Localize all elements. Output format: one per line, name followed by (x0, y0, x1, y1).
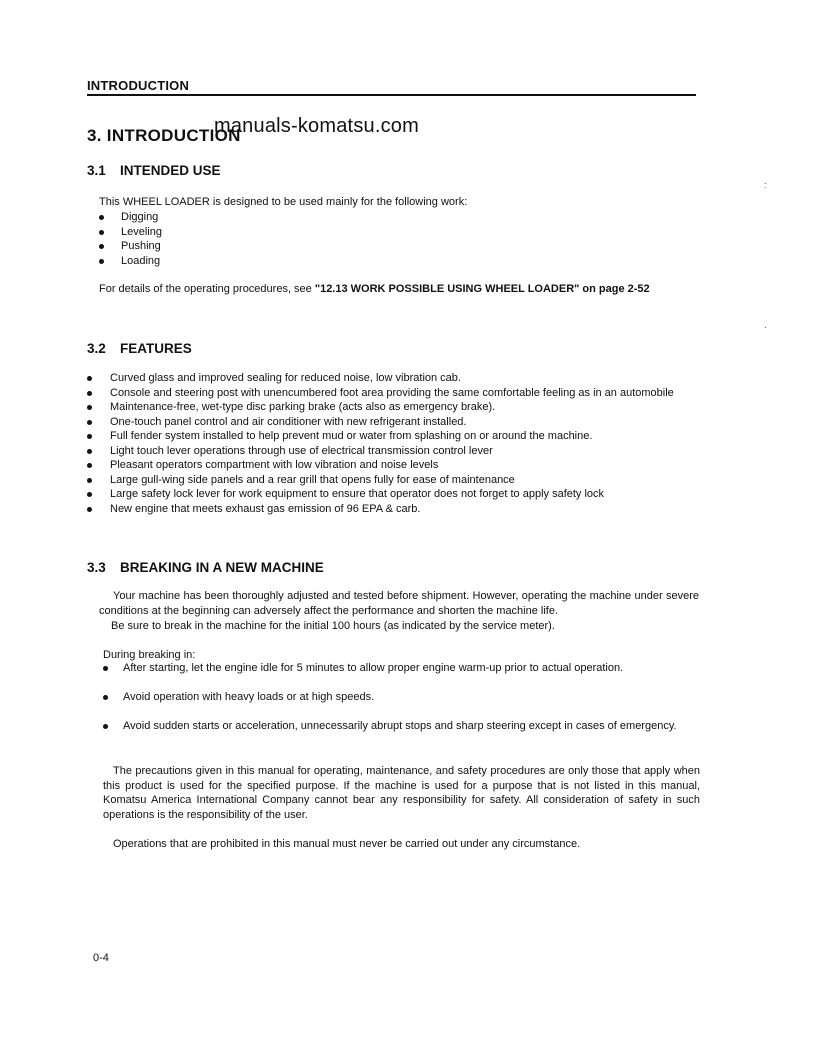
bullet-icon (87, 391, 92, 396)
bullet-icon (103, 724, 108, 729)
bullet-icon (87, 434, 92, 439)
list-item: Light touch lever operations through use of electrical transmission control lever (87, 444, 697, 459)
bullet-icon (99, 244, 104, 249)
list-item: Full fender system installed to help prevent mud or water from splashing on or around the machine. (87, 429, 697, 444)
watermark: manuals-komatsu.com (214, 115, 419, 137)
list-item: Curved glass and improved sealing for reduced noise, low vibration cab. (87, 371, 697, 386)
list-item: After starting, let the engine idle for 5 minutes to allow proper engine warm-up prior to actual operation. (103, 661, 700, 676)
margin-mark: : (764, 180, 767, 190)
during-breaking-label: During breaking in: (103, 649, 196, 661)
bullet-icon (87, 405, 92, 410)
bullet-icon (103, 666, 108, 671)
section-number: 3.3 (87, 560, 106, 575)
chapter-title: 3. INTRODUCTION (87, 126, 241, 145)
list-item: Maintenance-free, wet-type disc parking brake (acts also as emergency brake). (87, 400, 697, 415)
breaking-in-paragraph: Your machine has been thoroughly adjusted and tested before shipment. However, operating the machine under severe conditions at the beginning can adversely affect the performance and shorten the machine life. (99, 590, 699, 617)
list-item: Large gull-wing side panels and a rear grill that opens fully for ease of maintenance (87, 473, 697, 488)
page-number: 0-4 (93, 952, 109, 964)
section-title: FEATURES (120, 341, 192, 356)
bullet-icon (87, 420, 92, 425)
section-title: INTENDED USE (120, 163, 221, 178)
list-item: Digging (99, 210, 162, 225)
list-item: Large safety lock lever for work equipment to ensure that operator does not forget to apply safety lock (87, 487, 697, 502)
operating-reference-link[interactable]: "12.13 WORK POSSIBLE USING WHEEL LOADER" on page 2-52 (314, 283, 650, 295)
list-item: One-touch panel control and air conditioner with new refrigerant installed. (87, 415, 697, 430)
list-item: Console and steering post with unencumbered foot area providing the same comfortable feeling as in an automobile (87, 386, 697, 401)
list-item: Pushing (99, 239, 162, 254)
bullet-icon (87, 478, 92, 483)
running-header: INTRODUCTION (87, 78, 190, 93)
bullet-icon (87, 449, 92, 454)
intended-use-list (99, 210, 162, 268)
section-number: 3.1 (87, 163, 106, 178)
list-item: Avoid sudden starts or acceleration, unnecessarily abrupt stops and sharp steering except in cases of emergency. (103, 719, 700, 734)
header-rule (87, 94, 696, 96)
precautions-paragraph: The precautions given in this manual for operating, maintenance, and safety procedures are only those that apply when this product is used for the specified purpose. If the machine is used for a purpose that is not listed in this manual, Komatsu America International Company cannot bear any responsibility for safety. All consideration of safety in such operations is the responsibility of the user. (103, 765, 700, 821)
bullet-icon (87, 376, 92, 381)
bullet-icon (103, 695, 108, 700)
bullet-icon (99, 259, 104, 264)
bullet-icon (87, 463, 92, 468)
features-list (87, 371, 697, 516)
list-item: Loading (99, 254, 162, 269)
intended-use-intro: This WHEEL LOADER is designed to be used mainly for the following work: (99, 196, 468, 208)
breaking-in-hours: Be sure to break in the machine for the initial 100 hours (as indicated by the service meter). (111, 620, 555, 632)
section-heading-features (87, 341, 192, 356)
list-item: Pleasant operators compartment with low vibration and noise levels (87, 458, 697, 473)
section-title: BREAKING IN A NEW MACHINE (120, 560, 324, 575)
section-number: 3.2 (87, 341, 106, 356)
bullet-icon (99, 230, 104, 235)
breaking-in-list (103, 661, 700, 748)
section-heading-intended-use (87, 163, 221, 178)
section-heading-breaking-in (87, 560, 324, 575)
operating-reference: For details of the operating procedures, see "12.13 WORK POSSIBLE USING WHEEL LOADER" on page 2-52 (99, 283, 650, 295)
bullet-icon (99, 215, 104, 220)
list-item: Avoid operation with heavy loads or at high speeds. (103, 690, 700, 705)
bullet-icon (87, 507, 92, 512)
list-item: Leveling (99, 225, 162, 240)
prohibited-operations-note: Operations that are prohibited in this manual must never be carried out under any circumstance. (113, 838, 581, 850)
list-item: New engine that meets exhaust gas emission of 96 EPA & carb. (87, 502, 697, 517)
bullet-icon (87, 492, 92, 497)
margin-mark: · (764, 322, 767, 332)
